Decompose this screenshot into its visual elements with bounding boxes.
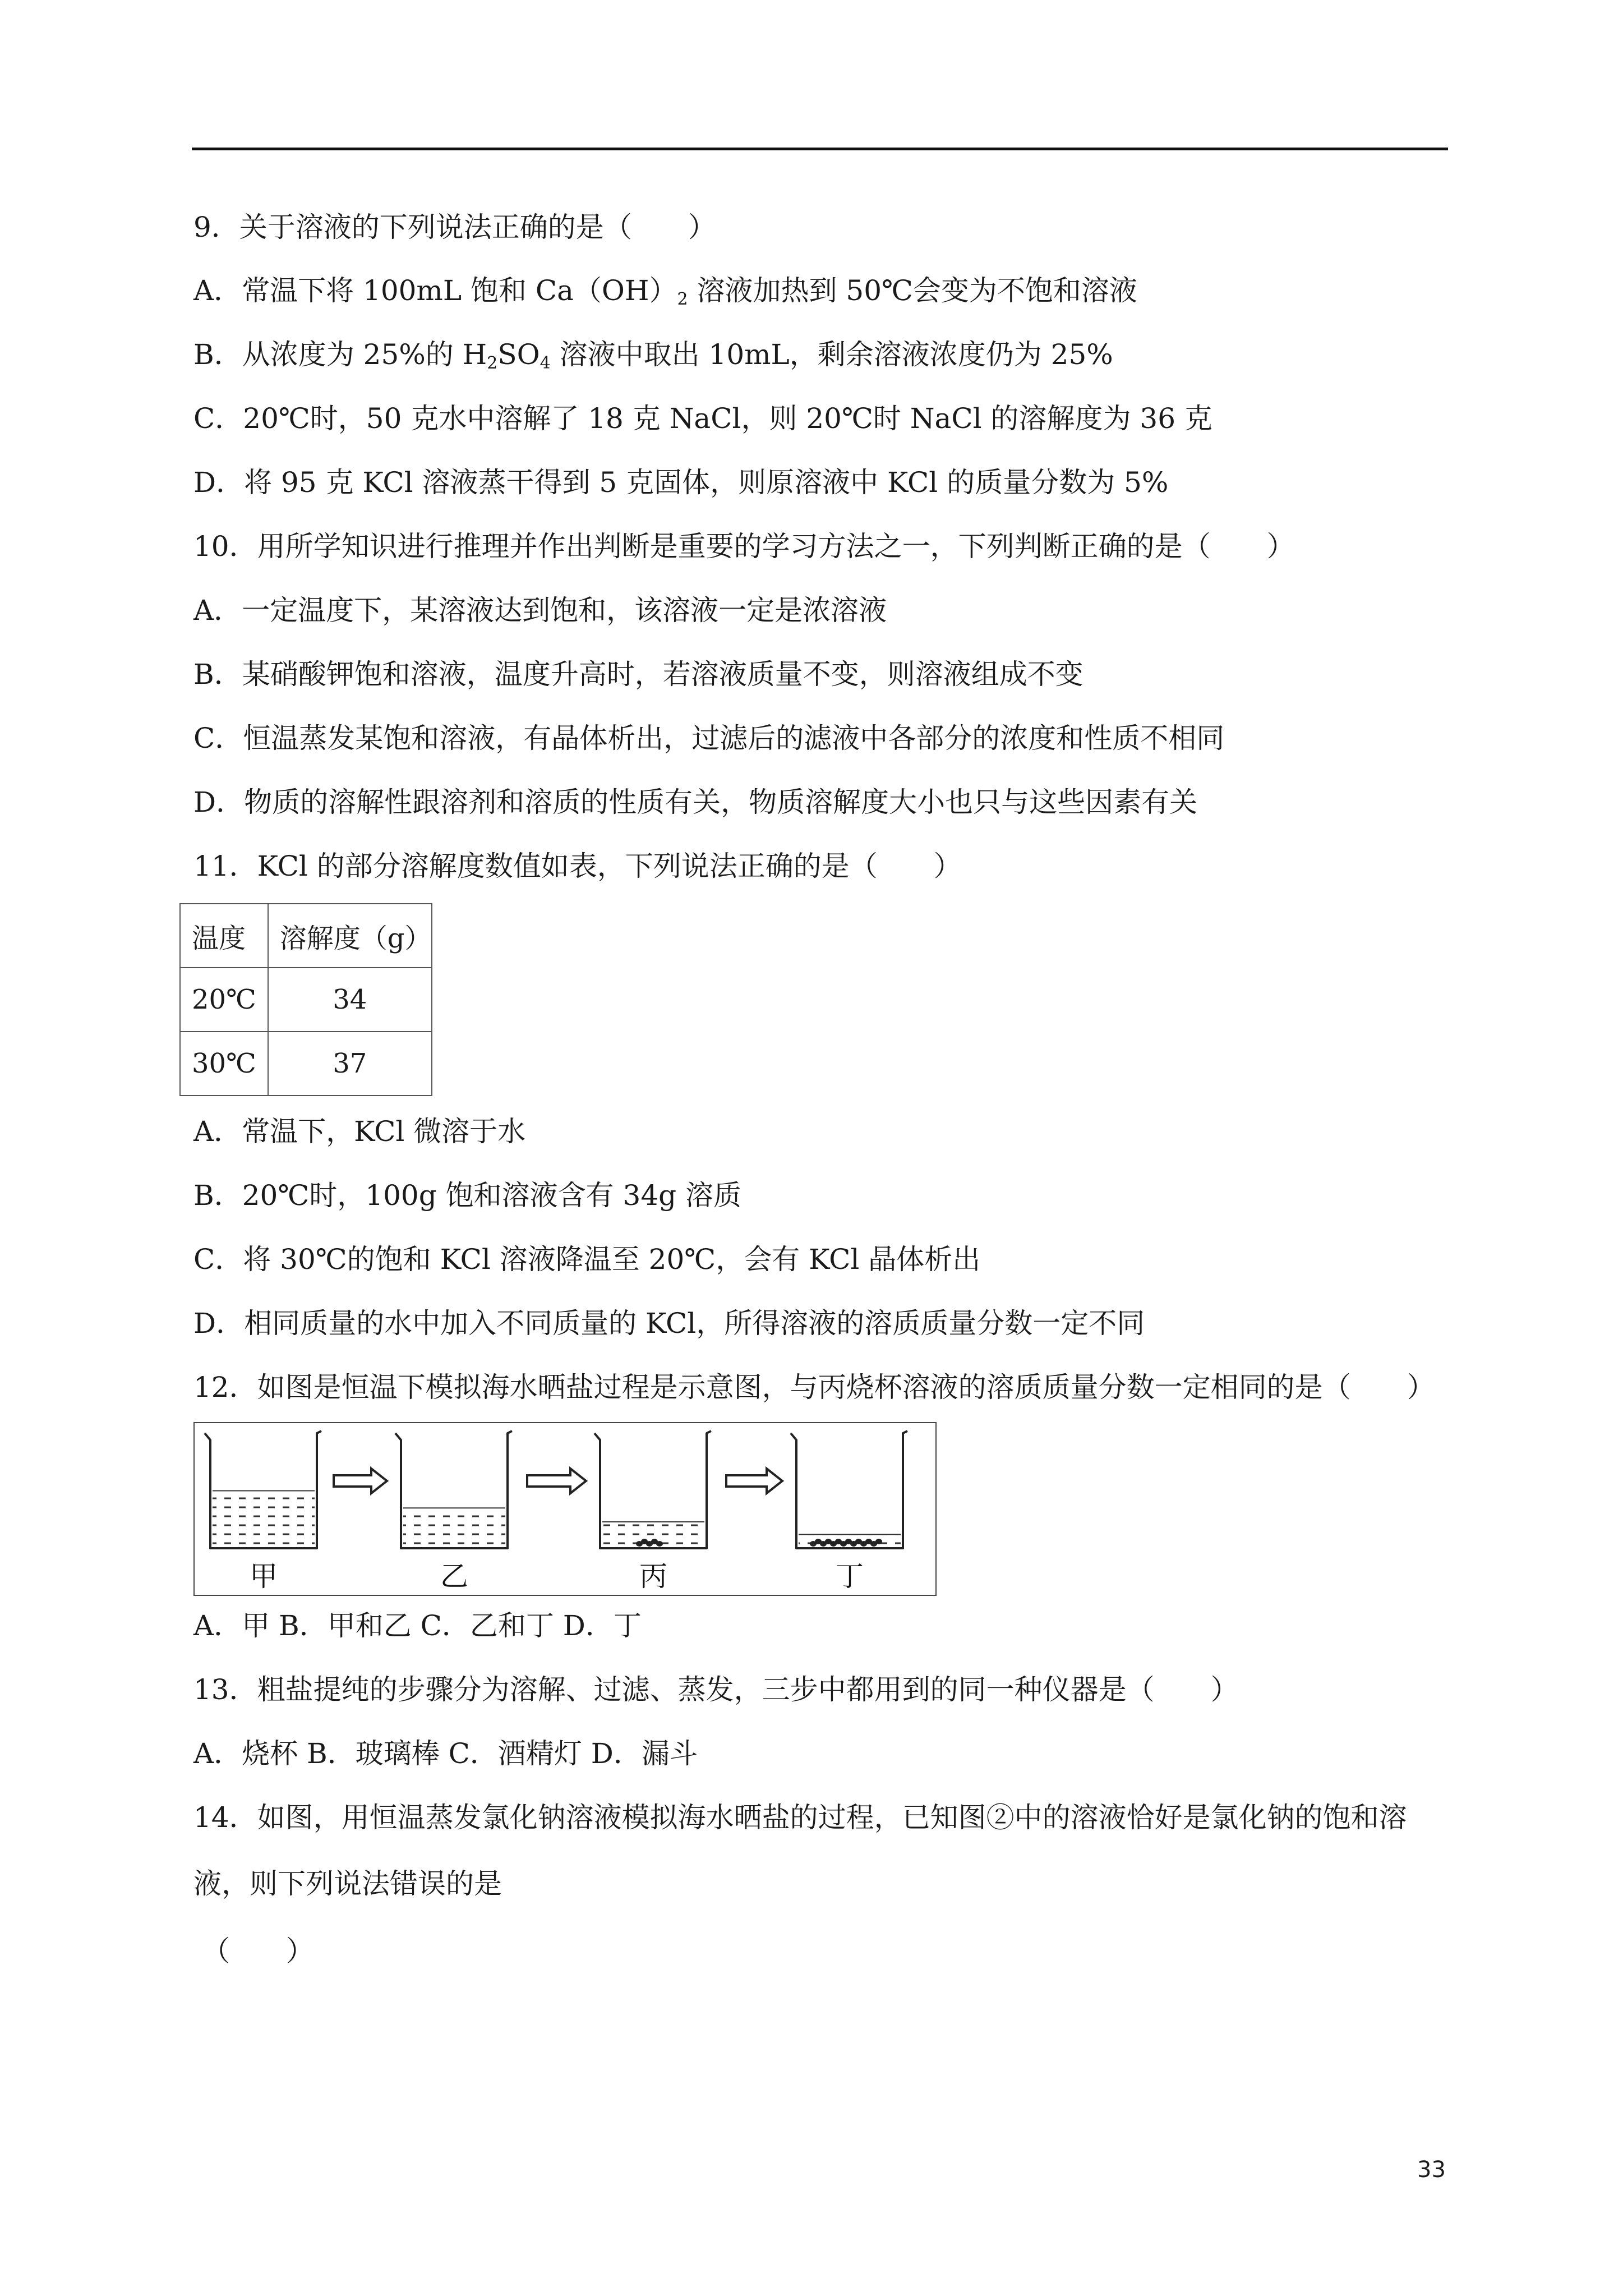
q11-option-b: B．20℃时，100g 饱和溶液含有 34g 溶质 [193,1179,742,1212]
beaker-label: 丁 [836,1560,864,1593]
q9-option-b: B．从浓度为 25%的 $H_2SO_4$ 溶液中取出 10mL，剩余溶液浓度仍为 25% [193,338,1113,373]
beaker [205,1431,321,1593]
q13-stem: 13．粗盐提纯的步骤分为溶解、过滤、蒸发，三步中都用到的同一种仪器是（ ） [193,1673,1239,1706]
beaker-label: 丙 [639,1560,667,1593]
beaker [395,1431,512,1593]
beaker [791,1431,907,1593]
table-header-row [180,904,432,968]
q10-option-d: D．物质的溶解性跟溶剂和溶质的性质有关，物质溶解度大小也只与这些因素有关 [193,786,1198,818]
beaker-label: 甲 [250,1560,278,1593]
q10-option-c: C．恒温蒸发某饱和溶液，有晶体析出，过滤后的滤液中各部分的浓度和性质不相同 [193,722,1225,754]
process-arrow [726,1469,782,1493]
q11-option-c: C．将 30℃的饱和 KCl 溶液降温至 20℃，会有 KCl 晶体析出 [193,1243,981,1276]
solubility-table [179,903,432,1096]
q11-option-d: D．相同质量的水中加入不同质量的 KCl，所得溶液的溶质质量分数一定不同 [193,1307,1145,1340]
table-header-cell: 溶解度（g） [268,904,432,968]
q12-options: A．甲 B．甲和乙 C．乙和丁 D．丁 [193,1609,642,1642]
q9-option-c: C．20℃时，50 克水中溶解了 18 克 NaCl，则 20℃时 NaCl 的溶解度为 36 克 [193,402,1212,435]
q9-option-a: A．常温下将 100mL 饱和 $Ca(OH)_2$ 溶液加热到 50℃会变为不饱和溶液 [193,274,1137,309]
q9-option-d: D．将 95 克 KCl 溶液蒸干得到 5 克固体，则原溶液中 KCl 的质量分数为 5% [193,466,1169,499]
q12-stem: 12．如图是恒温下模拟海水晒盐过程是示意图，与丙烧杯溶液的溶质质量分数一定相同的是（ ） [193,1371,1435,1404]
salt-crystal [875,1539,882,1544]
beaker-label: 乙 [440,1560,468,1593]
table-cell: 37 [268,1032,432,1096]
page-number: 33 [1417,2157,1446,2183]
process-arrow [527,1469,586,1493]
process-arrow [334,1469,387,1493]
q10-option-a: A．一定温度下，某溶液达到饱和，该溶液一定是浓溶液 [193,594,887,627]
q10-option-b: B．某硝酸钾饱和溶液，温度升高时，若溶液质量不变，则溶液组成不变 [193,658,1083,691]
q14-answer-paren: （ ） [202,1935,314,1967]
table-header-cell: 温度 [180,904,268,968]
beaker-outline [791,1431,907,1548]
table-cell: 34 [268,968,432,1032]
q9-stem: 9．关于溶液的下列说法正确的是（ ） [193,211,716,243]
table-row [180,968,432,1032]
table-cell: 30℃ [180,1032,268,1096]
solution-liquid [213,1491,315,1549]
q10-stem: 10．用所学知识进行推理并作出判断是重要的学习方法之一，下列判断正确的是（ ） [193,530,1295,563]
evaporation-beaker-diagram [193,1422,937,1596]
q14-stem-line2: 液，则下列说法错误的是 [193,1867,502,1900]
solution-liquid [403,1508,505,1548]
q13-options: A．烧杯 B．玻璃棒 C．酒精灯 D．漏斗 [193,1737,698,1770]
salt-crystal [656,1541,663,1547]
solution-liquid [602,1522,704,1548]
table-row [180,1032,432,1096]
q14-stem-line1: 14．如图，用恒温蒸发氯化钠溶液模拟海水晒盐的过程，已知图②中的溶液恰好是氯化钠的饱和溶 [193,1801,1407,1834]
table-cell: 20℃ [180,968,268,1032]
q11-stem: 11．KCl 的部分溶解度数值如表，下列说法正确的是（ ） [193,850,962,882]
beaker [594,1431,711,1593]
q11-option-a: A．常温下，KCl 微溶于水 [193,1115,526,1148]
header-rule [192,148,1448,150]
